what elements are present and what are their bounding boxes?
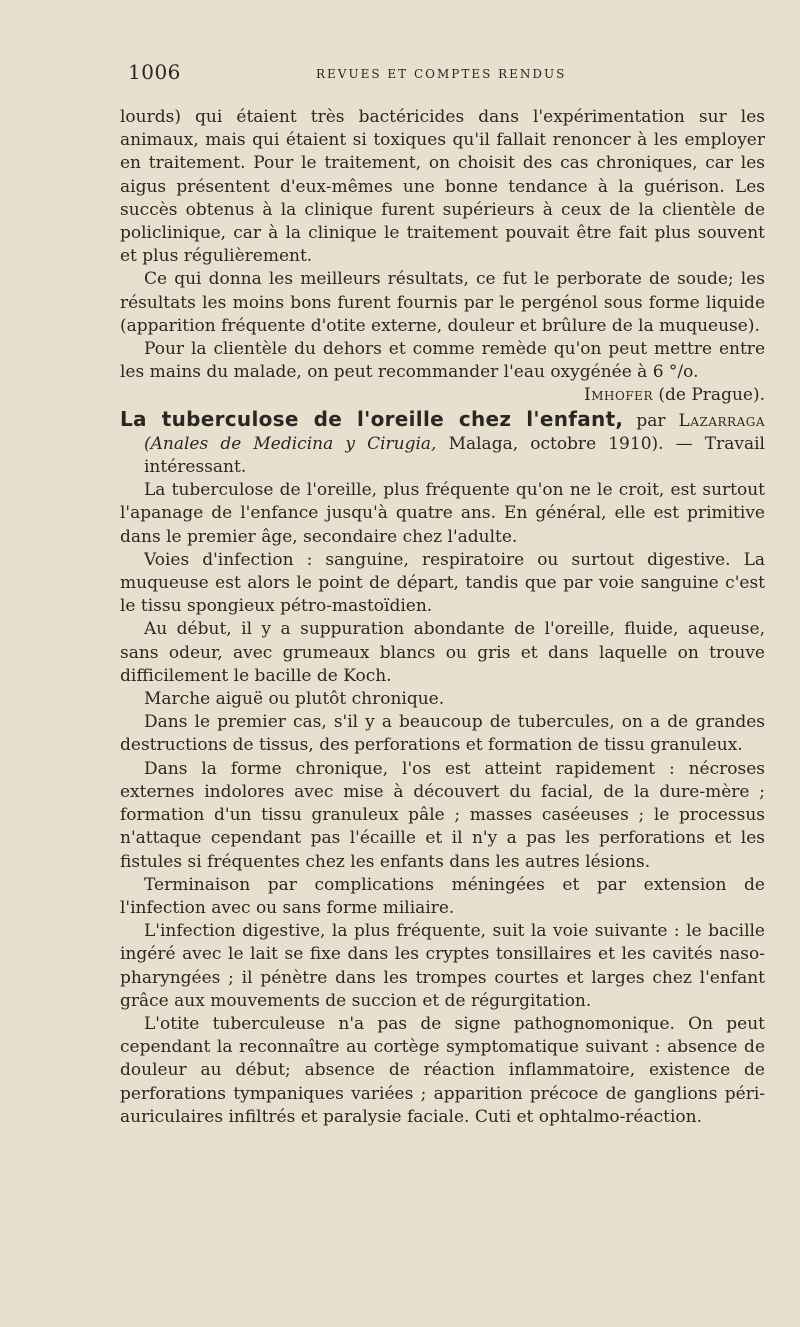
page-number: 1006	[128, 60, 181, 84]
review-author: Lazarraga	[678, 410, 765, 431]
body-paragraph: Au début, il y a suppuration abondante de l'oreille, fluide, aqueuse, sans odeur, avec grumeaux blancs ou gris et dans laquelle on trouve difficilement le bacille de Koch.	[120, 619, 765, 686]
body-paragraph: Dans le premier cas, s'il y a beaucoup de tubercules, on a de grandes destructions de tissus, des perforations et formation de tissu granuleux.	[120, 712, 765, 756]
paragraph-continuation: lourds) qui étaient très bactéricides dans l'expérimentation sur les animaux, mais qui étaient si toxiques qu'il fallait renoncer à les employer en traitement. Pour le traitement, on choisit des cas chroniques, car les aigus présentent d'eux-mêmes une bonne tendance à la guérison. Les succès obtenus à la clinique furent supérieurs à ceux de la clientèle de policlinique, car à la clinique le traitement pouvait être fait plus souvent et plus régulièrement.	[120, 107, 765, 267]
review-by: par	[636, 410, 666, 431]
paragraph-recommendation	[120, 338, 765, 406]
body-paragraph: L'infection digestive, la plus fréquente, suit la voie suivante : le bacille ingéré avec le lait se fixe dans les cryptes tonsillaires et les cavités naso-pharyngées ; il pénètre dans les trompes courtes et larges chez l'enfant grâce aux mouvements de succion et de régurgitation.	[120, 921, 765, 1011]
review-source: (Anales de Medicina y Cirugia,	[144, 433, 437, 454]
review-heading	[120, 408, 765, 480]
body-paragraph: Marche aiguë ou plutôt chronique.	[144, 689, 445, 710]
recommendation-text: Pour la clientèle du dehors et comme remède qu'on peut mettre entre les mains du malade, on peut recommander l'eau oxygénée à 6 °/o.	[120, 339, 765, 383]
review-title: La tuberculose de l'oreille chez l'enfant,	[120, 406, 624, 431]
page-header	[120, 60, 765, 90]
body-paragraph: Terminaison par complications méningées et par extension de l'infection avec ou sans forme miliaire.	[120, 874, 765, 918]
signature-author: Imhofer	[584, 385, 653, 406]
body-paragraph: Voies d'infection : sanguine, respiratoire ou surtout digestive. La muqueuse est alors le point de départ, tandis que par voie sanguine c'est le tissu spongieux pétro-mastoïdien.	[120, 549, 765, 617]
review-details: Malaga, octobre 1910). — Travail intéressant.	[144, 433, 765, 478]
paragraph-results: Ce qui donna les meilleurs résultats, ce fut le perborate de soude; les résultats les moins bons furent fournis par le pergénol sous forme liquide (apparition fréquente d'otite externe, douleur et brûlure de la muqueuse).	[120, 269, 765, 336]
signature-place: (de Prague).	[658, 385, 765, 406]
review-signature	[560, 384, 765, 407]
body-paragraph: La tuberculose de l'oreille, plus fréquente qu'on ne le croit, est surtout l'apanage de l'enfance jusqu'à quatre ans. En général, elle est primitive dans le premier âge, secondaire chez l'adulte.	[120, 480, 765, 547]
page-body	[120, 106, 765, 1129]
running-head: REVUES ET COMPTES RENDUS	[316, 67, 567, 81]
body-paragraph: L'otite tuberculeuse n'a pas de signe pathognomonique. On peut cependant la reconnaître au cortège symptomatique suivant : absence de douleur au début; absence de réaction inflammatoire, existence de perforations tympaniques variées ; apparition précoce de ganglions péri-auriculaires infiltrés et paralysie faciale. Cuti et ophtalmo-réaction.	[120, 1013, 765, 1127]
body-paragraph: Dans la forme chronique, l'os est atteint rapidement : nécroses externes indolores avec mise à découvert du facial, de la dure-mère ; formation d'un tissu granuleux pâle ; masses caséeuses ; le processus n'attaque cependant pas l'écaille et il n'y a pas les perforations et les fistules si fréquentes chez les enfants dans les autres lésions.	[120, 758, 765, 872]
